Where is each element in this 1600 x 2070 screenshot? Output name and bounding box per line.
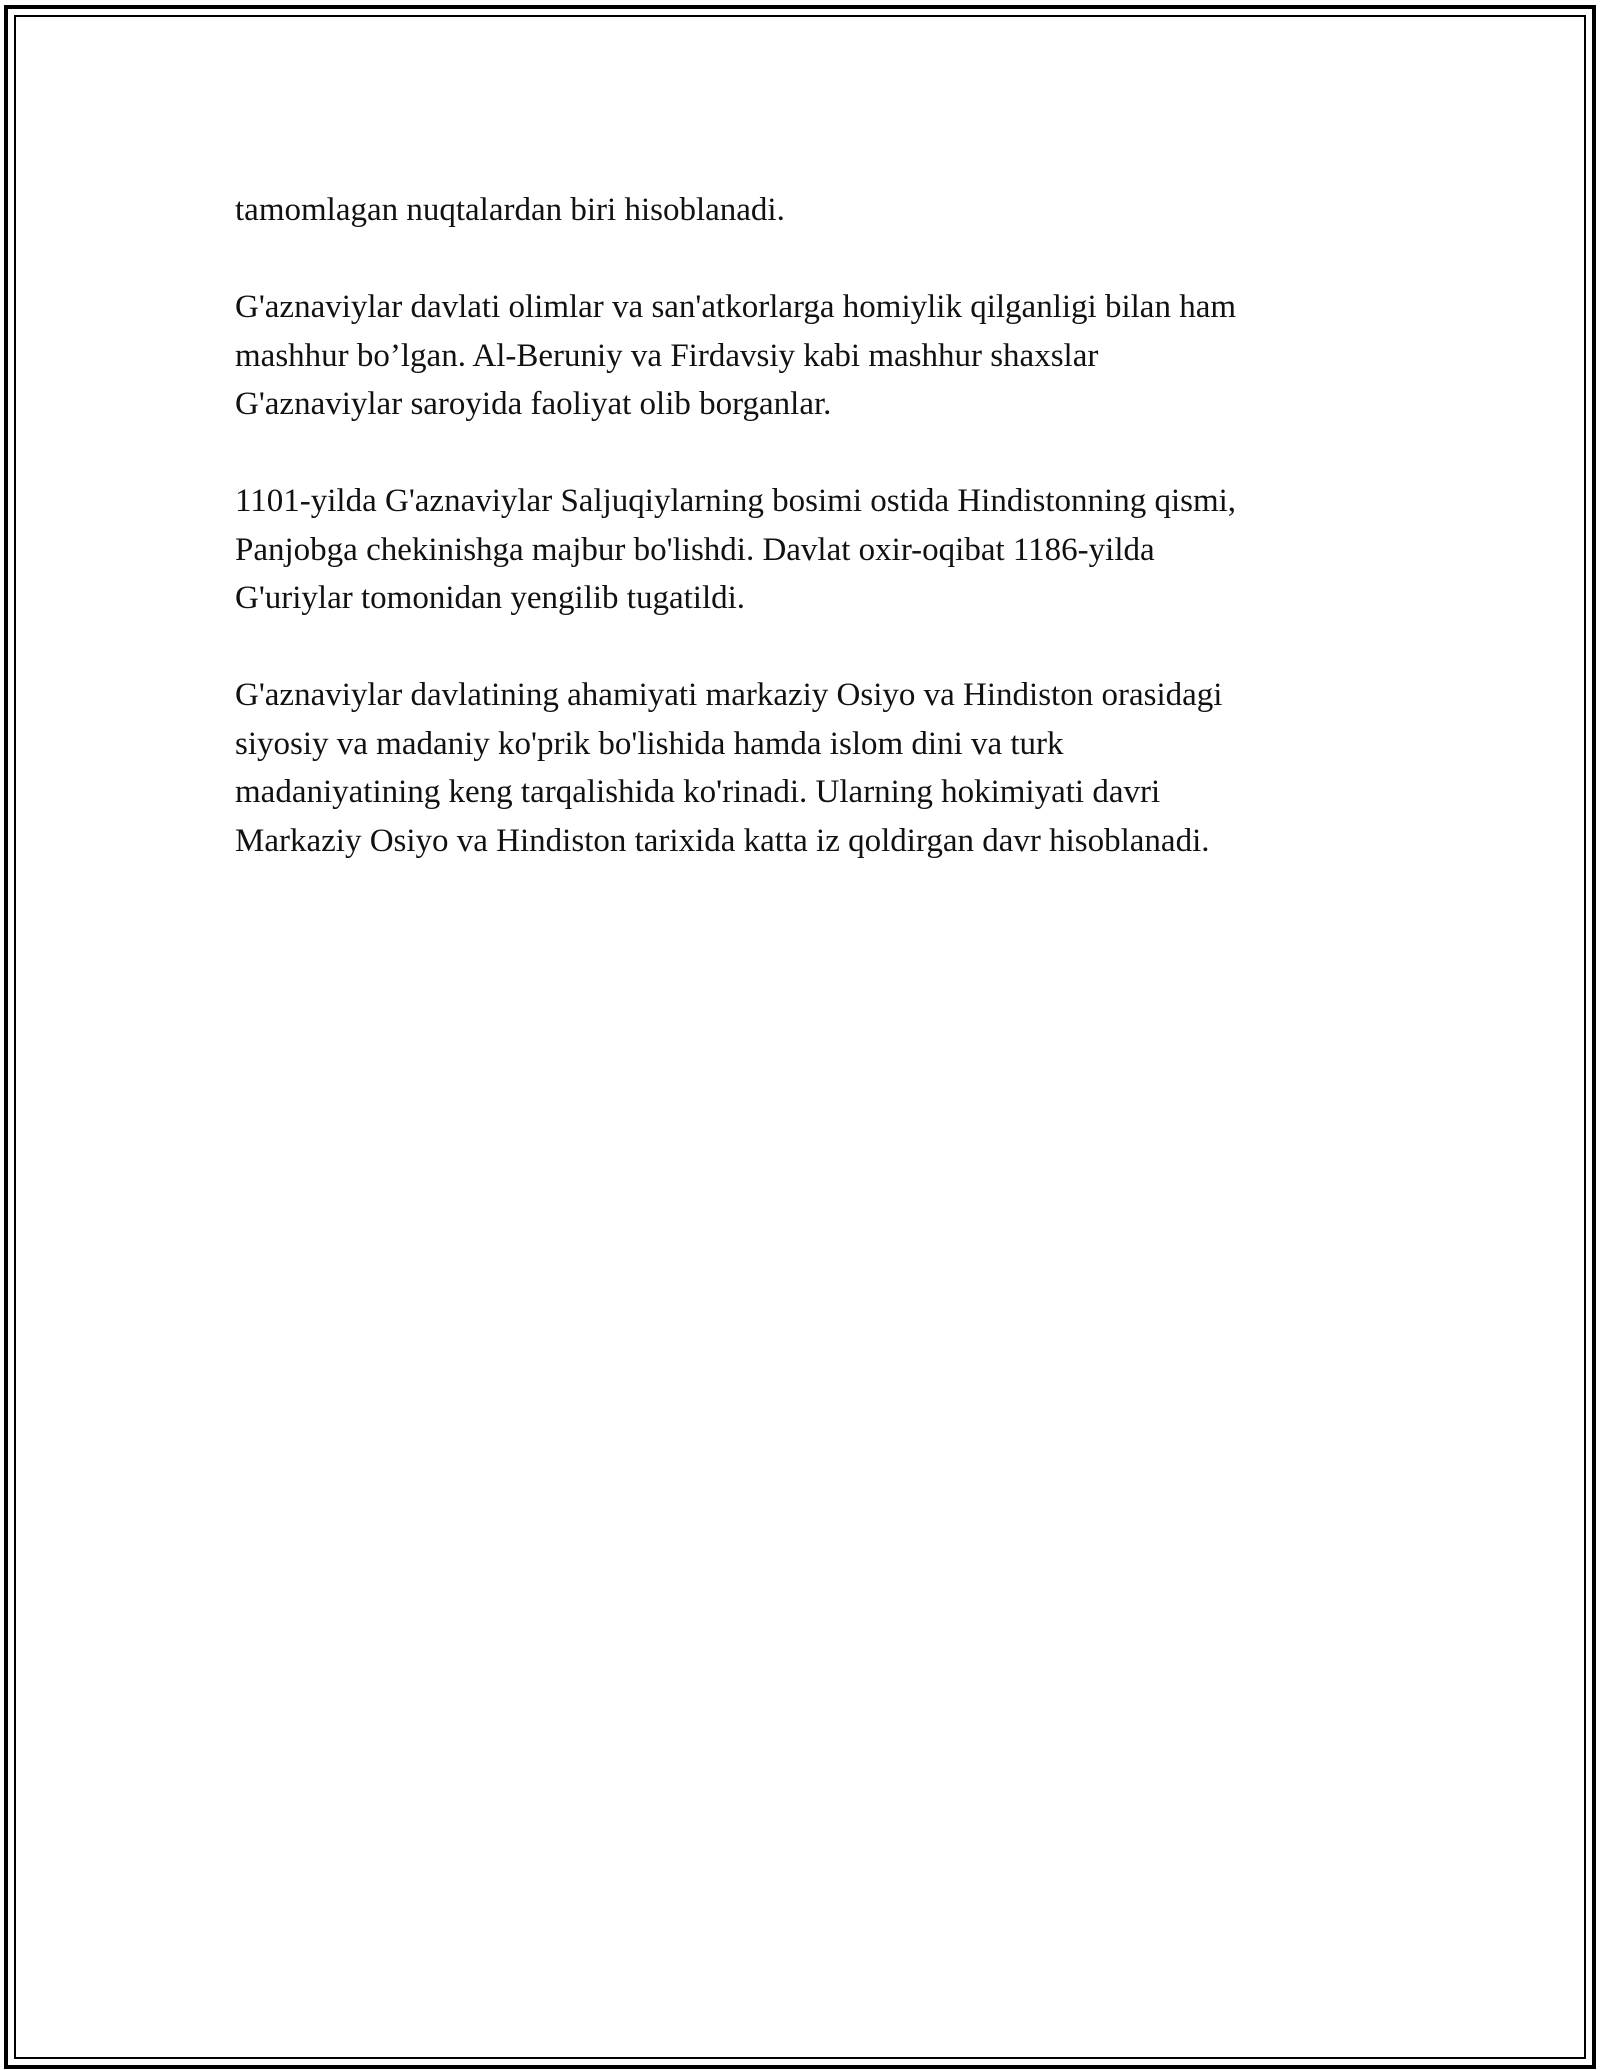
paragraph-continuation: tamomlagan nuqtalardan biri hisoblanadi. [235, 192, 785, 228]
paragraph-significance: G'aznaviylar davlatining ahamiyati markaziy Osiyo va Hindiston orasidagi siyosiy va madaniy ko'prik bo'lishida hamda islom dini va turk madaniyatining keng tarqalishida ko'rinadi. Ularning hokimiyati davri Markaziy Osiyo va Hindiston tarixida katta iz qoldirgan davr hisoblanadi. [235, 677, 1223, 859]
paragraph-decline: 1101-yilda G'aznaviylar Saljuqiylarning bosimi ostida Hindistonning qismi, Panjobga chekinishga majbur bo'lishdi. Davlat oxir-oqibat 1186-yilda G'uriylar tomonidan yengilib tugatildi. [235, 483, 1237, 616]
document-body [235, 186, 1365, 914]
paragraph-patronage: G'aznaviylar davlati olimlar va san'atkorlarga homiylik qilganligi bilan ham mashhur bo’lgan. Al-Beruniy va Firdavsiy kabi mashhur shaxslar G'aznaviylar saroyida faoliyat olib borganlar. [235, 289, 1237, 422]
